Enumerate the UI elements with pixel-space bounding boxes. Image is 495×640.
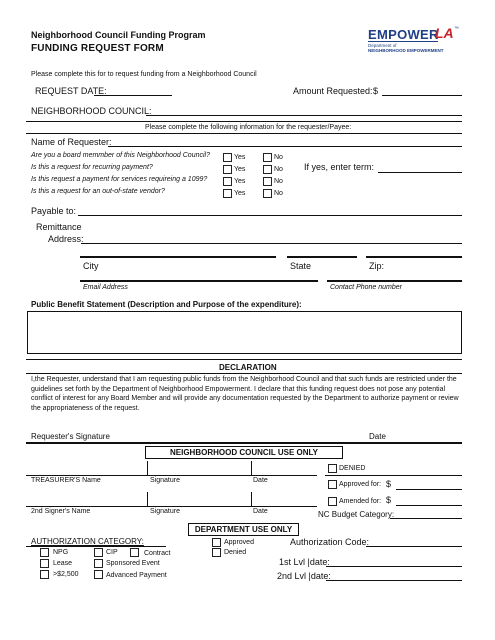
treasurer-label: TREASURER'S Name — [31, 477, 101, 484]
payable-label: Payable to: — [31, 206, 77, 216]
denied-label: DENIED — [339, 465, 366, 472]
state-line[interactable] — [287, 256, 357, 258]
logo-dept-text: Department of — [368, 43, 397, 48]
declaration-text: I,the Requester, understand that I am requesting public funds from the Neighborhood Council and that such funds are restricted under the guidelines set forth by the Department of Neighborhood Empowerment. I declare that this funding request does not pose any potential conflict of interest for any Board Member and will provide any documentation requested by the Department to authorize payment or review the appropriateness of the request. — [31, 376, 459, 412]
over-2500-checkbox[interactable] — [40, 570, 49, 579]
program-name: Neighborhood Council Funding Program — [31, 30, 206, 40]
no-label: No — [274, 166, 283, 173]
amended-for-checkbox[interactable] — [328, 497, 337, 506]
dept-denied-checkbox[interactable] — [212, 548, 221, 557]
advanced-payment-checkbox[interactable] — [94, 570, 103, 579]
address-label: Address: — [48, 234, 84, 244]
cip-label: CIP — [106, 549, 118, 556]
dept-denied-label: Denied — [224, 549, 247, 556]
section-divider — [26, 359, 462, 360]
amount-label: Amount Requested: — [293, 86, 373, 96]
sponsored-event-checkbox[interactable] — [94, 559, 103, 568]
contract-label: Contract — [144, 550, 171, 557]
payable-field[interactable] — [78, 215, 462, 216]
empower-la-logo — [368, 27, 468, 57]
term-label: If yes, enter term: — [304, 162, 375, 172]
out-of-state-yes-checkbox[interactable] — [223, 189, 232, 198]
logo-la-text: LA — [435, 25, 454, 41]
remittance-label: Remittance — [36, 222, 82, 232]
benefit-textarea[interactable] — [27, 311, 462, 354]
nc-budget-field[interactable] — [390, 518, 462, 519]
dept-approved-label: Approved — [224, 539, 254, 546]
request-date-label: REQUEST DATE: — [35, 86, 107, 96]
out-of-state-no-checkbox[interactable] — [263, 189, 272, 198]
logo-sub-text: NEIGHBORHOOD EMPOWERMENT — [368, 48, 444, 53]
services-1099-no-checkbox[interactable] — [263, 177, 272, 186]
state-label: State — [290, 261, 312, 271]
zip-line[interactable] — [366, 256, 462, 258]
nc-field[interactable] — [146, 115, 462, 116]
logo-main-text: EMPOWER — [368, 27, 439, 42]
email-line[interactable] — [80, 280, 318, 282]
request-date-field[interactable] — [94, 95, 172, 96]
first-level-date-label: 1st Lvl |date: — [279, 557, 330, 567]
lease-label: Lease — [53, 560, 73, 567]
city-line[interactable] — [80, 256, 276, 258]
amended-dollar: $ — [386, 495, 392, 505]
email-label: Email Address — [83, 284, 128, 291]
logo-tm: ™ — [454, 26, 459, 32]
date-small-label: Date — [253, 508, 268, 515]
auth-code-field[interactable] — [366, 546, 462, 547]
no-label: No — [274, 178, 283, 185]
no-label: No — [274, 190, 283, 197]
phone-label: Contact Phone number — [330, 284, 402, 291]
nc-label: NEIGHBORHOOD COUNCIL: — [31, 106, 152, 116]
approved-for-checkbox[interactable] — [328, 480, 337, 489]
approved-for-label: Approved for: — [339, 481, 382, 488]
form-title: FUNDING REQUEST FORM — [31, 43, 164, 54]
board-member-no-checkbox[interactable] — [263, 153, 272, 162]
advanced-payment-label: Advanced Payment — [106, 572, 167, 579]
sponsored-event-label: Sponsored Event — [106, 560, 160, 567]
amount-dollar: $ — [373, 86, 379, 96]
requester-signature-line[interactable] — [26, 442, 462, 444]
yes-label: Yes — [234, 190, 246, 197]
signature-label: Signature — [150, 477, 180, 484]
npg-label: NPG — [53, 549, 69, 556]
second-signer-label: 2nd Signer's Name — [31, 508, 91, 515]
question-recurring: Is this a request for recurring payment? — [31, 164, 153, 171]
recurring-yes-checkbox[interactable] — [223, 165, 232, 174]
question-out-of-state: Is this a request for an out-of-state vendor? — [31, 188, 165, 195]
name-label: Name of Requester: — [31, 137, 112, 147]
no-label: No — [274, 154, 283, 161]
first-level-date-field[interactable] — [326, 566, 462, 567]
declaration-title: DECLARATION — [219, 363, 277, 372]
auth-category-label: AUTHORIZATION CATEGORY: — [31, 537, 144, 546]
section-divider — [26, 373, 462, 374]
section-divider — [26, 133, 462, 134]
requester-signature-label: Requester's Signature — [31, 432, 110, 441]
zip-label: Zip: — [369, 261, 385, 271]
services-1099-yes-checkbox[interactable] — [223, 177, 232, 186]
yes-label: Yes — [234, 166, 246, 173]
question-1099: Is this request a payment for services requireing a 1099? — [31, 176, 208, 183]
benefit-label: Public Benefit Statement (Description and Purpose of the expenditure): — [31, 300, 302, 309]
denied-checkbox[interactable] — [328, 464, 337, 473]
section-divider — [26, 121, 462, 122]
city-label: City — [83, 261, 99, 271]
name-field[interactable] — [108, 146, 462, 147]
yes-label: Yes — [234, 178, 246, 185]
dept-approved-checkbox[interactable] — [212, 538, 221, 547]
second-level-date-label: 2nd Lvl |date: — [277, 571, 331, 581]
amended-for-label: Amended for: — [339, 498, 382, 505]
approved-amount-field[interactable] — [396, 489, 462, 490]
nc-use-header: NEIGHBORHOOD COUNCIL USE ONLY — [145, 446, 343, 459]
date-small-label: Date — [253, 477, 268, 484]
date-label: Date — [369, 432, 386, 441]
lease-checkbox[interactable] — [40, 559, 49, 568]
term-field[interactable] — [378, 172, 462, 173]
recurring-no-checkbox[interactable] — [263, 165, 272, 174]
question-board-member: Are you a board memmber of this Neighborhood Council? — [31, 152, 210, 159]
dept-use-header: DEPARTMENT USE ONLY — [188, 523, 299, 536]
treasurer-line[interactable] — [26, 475, 317, 476]
address-field[interactable] — [81, 243, 462, 244]
over-2500-label: >$2,500 — [53, 571, 79, 578]
contract-checkbox[interactable] — [130, 548, 139, 557]
npg-checkbox[interactable] — [40, 548, 49, 557]
second-level-date-field[interactable] — [326, 580, 462, 581]
intro-text: Please complete this for to request funding from a Neighborhood Council — [31, 71, 257, 78]
approved-dollar: $ — [386, 479, 392, 489]
amount-field[interactable] — [382, 95, 462, 96]
phone-line[interactable] — [327, 280, 462, 282]
auth-code-label: Authorization Code: — [290, 537, 370, 547]
amended-amount-field[interactable] — [396, 505, 462, 506]
signature-label: Signature — [150, 508, 180, 515]
requester-note: Please complete the following information for the requester/Payee: — [145, 124, 352, 131]
cip-checkbox[interactable] — [94, 548, 103, 557]
nc-budget-label: NC Budget Category: — [318, 510, 395, 519]
board-member-yes-checkbox[interactable] — [223, 153, 232, 162]
yes-label: Yes — [234, 154, 246, 161]
second-signer-line[interactable] — [26, 506, 317, 507]
